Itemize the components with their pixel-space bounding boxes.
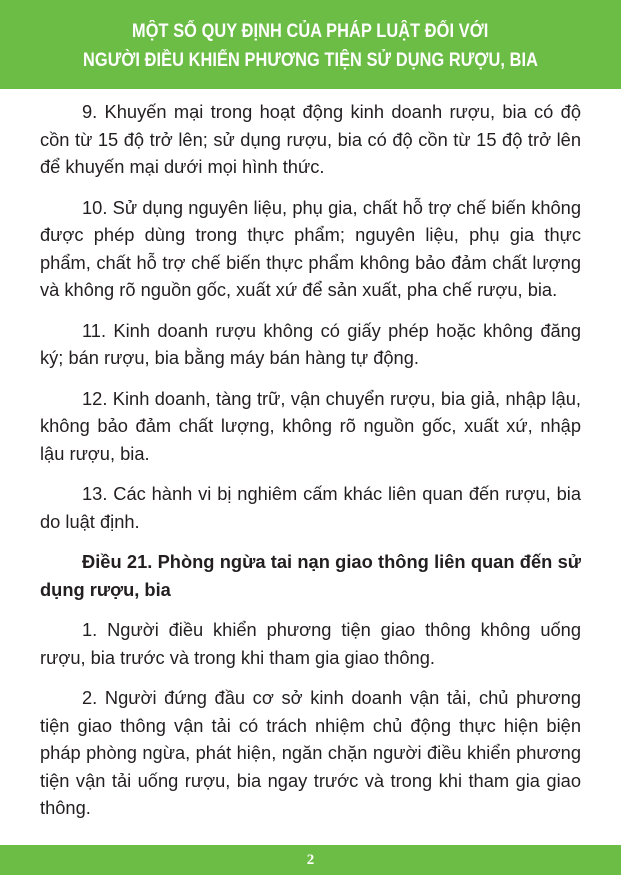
paragraph-item-11: 11. Kinh doanh rượu không có giấy phép hoặc không đăng ký; bán rượu, bia bằng máy bán hàng tự động.: [40, 319, 581, 368]
footer-band: [0, 845, 621, 875]
article-paragraph-2: 2. Người đứng đầu cơ sở kinh doanh vận tải, chủ phương tiện giao thông vận tải có trách nhiệm chủ động thực hiện biện pháp phòng ngừa, phát hiện, ngăn chặn người điều khiển phương tiện vận tải uống rượu, bia ngay trước và trong khi tham gia giao thông.: [40, 687, 581, 818]
article-paragraph-1: 1. Người điều khiển phương tiện giao thông không uống rượu, bia trước và trong khi tham gia giao thông.: [40, 619, 581, 668]
paragraph-item-10: 10. Sử dụng nguyên liệu, phụ gia, chất hỗ trợ chế biến không được phép dùng trong thực phẩm; nguyên liệu, phụ gia thực phẩm, chất hỗ trợ chế biến thực phẩm không bảo đảm chất lượng và không rõ nguồn gốc, xuất xứ để sản xuất, pha chế rượu, bia.: [40, 196, 581, 300]
paragraph-item-9: 9. Khuyến mại trong hoạt động kinh doanh rượu, bia có độ cồn từ 15 độ trở lên; sử dụng rượu, bia có độ cồn từ 15 độ trở lên để khuyến mại dưới mọi hình thức.: [40, 101, 581, 177]
page-number: 2: [306, 851, 315, 868]
article-heading: Điều 21. Phòng ngừa tai nạn giao thông liên quan đến sử dụng rượu, bia: [40, 551, 581, 600]
header-title-line-2: NGƯỜI ĐIỀU KHIỂN PHƯƠNG TIỆN SỬ DỤNG RƯỢU, BIA: [83, 49, 538, 71]
header-title-line-1: MỘT SỐ QUY ĐỊNH CỦA PHÁP LUẬT ĐỐI VỚI: [132, 20, 489, 42]
document-body: [40, 98, 581, 835]
paragraph-item-12: 12. Kinh doanh, tàng trữ, vận chuyển rượu, bia giả, nhập lậu, không bảo đảm chất lượng, không rõ nguồn gốc, xuất xứ, nhập lậu rượu, bia.: [40, 387, 581, 464]
paragraph-item-13: 13. Các hành vi bị nghiêm cấm khác liên quan đến rượu, bia do luật định.: [40, 483, 581, 532]
header-band: [0, 0, 621, 89]
